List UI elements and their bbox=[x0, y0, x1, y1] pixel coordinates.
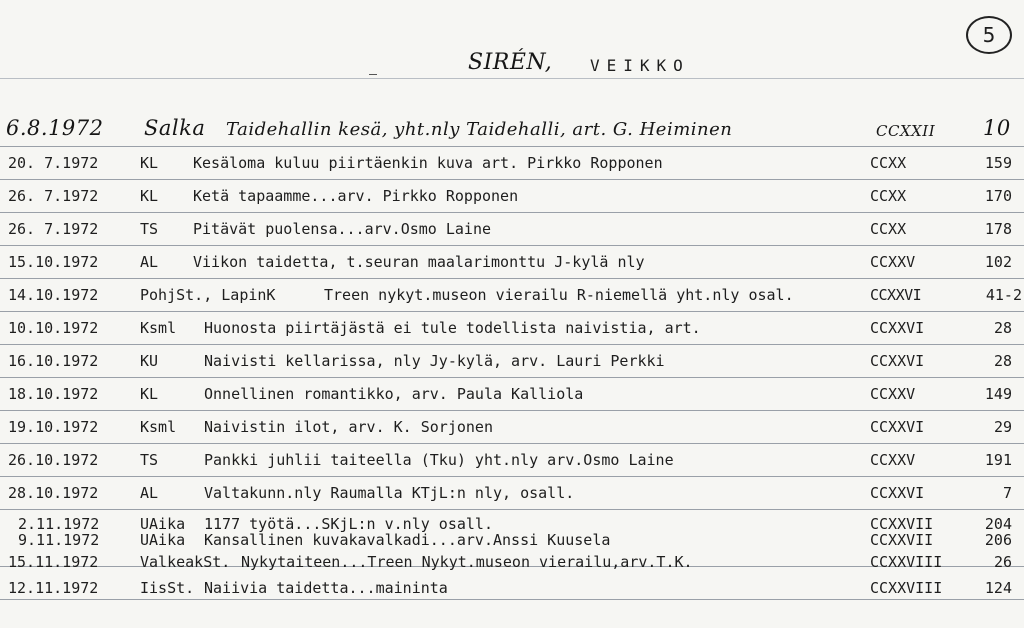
row-date: 18.10.1972 bbox=[8, 385, 99, 403]
row-page: 170 bbox=[984, 187, 1012, 205]
row-page: 204 bbox=[984, 515, 1012, 533]
row-source: Ksml bbox=[140, 418, 177, 436]
given-name: VEIKKO bbox=[590, 56, 690, 75]
handwritten-source: Salka bbox=[144, 116, 206, 140]
table-row bbox=[0, 154, 1024, 180]
row-source: PohjSt., LapinK bbox=[140, 286, 276, 304]
header-rule bbox=[0, 78, 1024, 79]
table-row bbox=[0, 319, 1024, 345]
row-volume: CCXX bbox=[870, 220, 907, 238]
row-volume: CCXXVIII bbox=[870, 553, 943, 571]
row-volume: CCXXVI bbox=[870, 484, 925, 502]
handwritten-volume: CCXXII bbox=[876, 122, 936, 140]
row-volume: CCXXVI bbox=[870, 319, 925, 337]
row-page: 191 bbox=[984, 451, 1012, 469]
row-rule bbox=[0, 146, 1024, 147]
table-row bbox=[0, 187, 1024, 213]
row-page: 149 bbox=[984, 385, 1012, 403]
row-title: Huonosta piirtäjästä ei tule todellista naivistia, art. bbox=[204, 319, 701, 337]
row-volume: CCXXVI bbox=[870, 352, 925, 370]
row-source: AL bbox=[140, 484, 159, 502]
row-title: Naivistin ilot, arv. K. Sorjonen bbox=[204, 418, 493, 436]
table-row bbox=[0, 579, 1024, 605]
table-row bbox=[0, 352, 1024, 378]
table-row bbox=[0, 553, 1024, 579]
row-source: KL bbox=[140, 385, 159, 403]
row-date: 26.10.1972 bbox=[8, 451, 99, 469]
row-date: 28.10.1972 bbox=[8, 484, 99, 502]
table-row bbox=[0, 451, 1024, 477]
row-date: 9.11.1972 bbox=[18, 531, 100, 549]
table-row bbox=[0, 253, 1024, 279]
row-title: Valtakunn.nly Raumalla KTjL:n nly, osall. bbox=[204, 484, 575, 502]
row-volume: CCXXV bbox=[870, 253, 916, 271]
card-number-circle bbox=[966, 16, 1012, 54]
row-volume: CCXXVIII bbox=[870, 579, 943, 597]
row-page: 28 bbox=[993, 352, 1012, 370]
row-title: Onnellinen romantikko, arv. Paula Kalliola bbox=[204, 385, 584, 403]
row-source: ValkeakSt. bbox=[140, 553, 231, 571]
table-row bbox=[0, 385, 1024, 411]
row-title: 1177 työtä...SKjL:n v.nly osall. bbox=[204, 515, 493, 533]
row-volume: CCXXVI bbox=[870, 286, 922, 304]
row-source: UAika bbox=[140, 531, 186, 549]
table-row bbox=[0, 286, 1024, 312]
row-page: 124 bbox=[984, 579, 1012, 597]
row-date: 2.11.1972 bbox=[18, 515, 100, 533]
row-source: TS bbox=[140, 220, 159, 238]
row-source: IisSt. bbox=[140, 579, 195, 597]
row-volume: CCXXV bbox=[870, 451, 916, 469]
handwritten-date: 6.8.1972 bbox=[6, 116, 104, 140]
row-volume: CCXX bbox=[870, 154, 907, 172]
row-source: AL bbox=[140, 253, 159, 271]
header-dash bbox=[369, 74, 377, 75]
surname-handwritten: SIRÉN, bbox=[468, 50, 553, 75]
row-title: Kansallinen kuvakavalkadi...arv.Anssi Kuusela bbox=[204, 531, 611, 549]
row-page: 159 bbox=[984, 154, 1012, 172]
row-source: KU bbox=[140, 352, 159, 370]
row-date: 16.10.1972 bbox=[8, 352, 99, 370]
row-page: 178 bbox=[984, 220, 1012, 238]
row-title: Ketä tapaamme...arv. Pirkko Ropponen bbox=[193, 187, 519, 205]
card-number: 5 bbox=[982, 23, 996, 47]
row-title: Pitävät puolensa...arv.Osmo Laine bbox=[193, 220, 492, 238]
row-date: 12.11.1972 bbox=[8, 579, 99, 597]
row-page: 206 bbox=[984, 531, 1012, 549]
handwritten-title: Taidehallin kesä, yht.nly Taidehalli, art. G. Heiminen bbox=[226, 119, 733, 140]
row-volume: CCXX bbox=[870, 187, 907, 205]
table-row bbox=[0, 484, 1024, 510]
row-source: KL bbox=[140, 154, 159, 172]
row-title: Naiivia taidetta...maininta bbox=[204, 579, 448, 597]
row-source: UAika bbox=[140, 515, 186, 533]
row-page: 28 bbox=[993, 319, 1012, 337]
row-title: Pankki juhlii taiteella (Tku) yht.nly arv.Osmo Laine bbox=[204, 451, 674, 469]
row-title: Naivisti kellarissa, nly Jy-kylä, arv. Lauri Perkki bbox=[204, 352, 665, 370]
row-date: 14.10.1972 bbox=[8, 286, 99, 304]
row-date: 15.10.1972 bbox=[8, 253, 99, 271]
row-date: 19.10.1972 bbox=[8, 418, 99, 436]
table-row bbox=[0, 418, 1024, 444]
row-volume: CCXXVI bbox=[870, 418, 925, 436]
row-date: 15.11.1972 bbox=[8, 553, 99, 571]
row-volume: CCXXVII bbox=[870, 531, 934, 549]
row-date: 26. 7.1972 bbox=[8, 187, 99, 205]
row-page: 41-2 bbox=[985, 286, 1022, 304]
row-page: 26 bbox=[993, 553, 1012, 571]
row-page: 29 bbox=[993, 418, 1012, 436]
row-title: Viikon taidetta, t.seuran maalarimonttu J-kylä nly bbox=[193, 253, 645, 271]
row-title: Nykytaiteen...Treen Nykyt.museon vierailu,arv.T.K. bbox=[241, 553, 693, 571]
row-title: Kesäloma kuluu piirtäenkin kuva art. Pirkko Ropponen bbox=[193, 154, 663, 172]
handwritten-page: 10 bbox=[983, 116, 1011, 140]
row-source: TS bbox=[140, 451, 159, 469]
row-date: 26. 7.1972 bbox=[8, 220, 99, 238]
row-source: KL bbox=[140, 187, 159, 205]
row-source: Ksml bbox=[140, 319, 177, 337]
row-page: 7 bbox=[1002, 484, 1012, 502]
row-volume: CCXXV bbox=[870, 385, 916, 403]
row-date: 20. 7.1972 bbox=[8, 154, 99, 172]
row-date: 10.10.1972 bbox=[8, 319, 99, 337]
row-volume: CCXXVII bbox=[870, 515, 934, 533]
table-row bbox=[0, 220, 1024, 246]
row-title: Treen nykyt.museon vierailu R-niemellä yht.nly osal. bbox=[324, 286, 794, 304]
row-page: 102 bbox=[984, 253, 1012, 271]
